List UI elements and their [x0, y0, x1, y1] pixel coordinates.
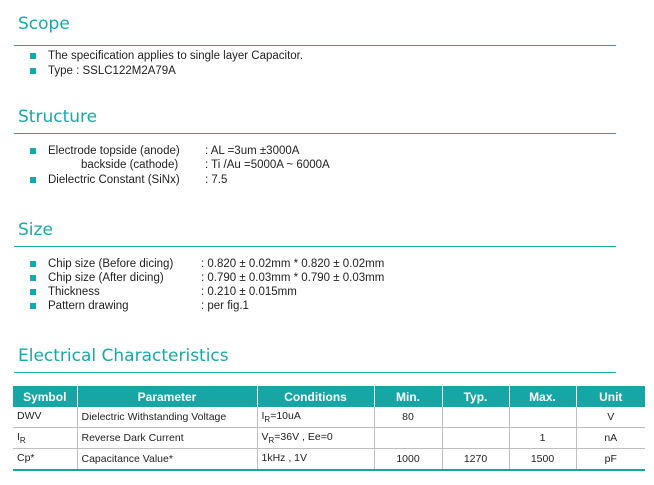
- unit-cell: pF: [576, 449, 645, 471]
- column-header: Conditions: [257, 386, 374, 407]
- bullet-icon: [30, 289, 36, 295]
- electrical-divider: [14, 372, 616, 373]
- size-value: : 0.210 ± 0.015mm: [201, 286, 297, 298]
- structure-value: : Ti /Au =5000A ~ 6000A: [205, 159, 330, 171]
- column-header: Max.: [509, 386, 576, 407]
- column-header: Typ.: [442, 386, 509, 407]
- unit-cell: nA: [576, 428, 645, 449]
- table-row: [13, 428, 645, 449]
- conditions-cell: $V_R=36V$ , Ee=0: [257, 428, 374, 449]
- structure-label: Dielectric Constant (SiNx): [48, 174, 180, 186]
- typ-cell: [442, 428, 509, 449]
- symbol-cell: DWV: [13, 407, 77, 428]
- table-row: [13, 407, 645, 428]
- column-header: Unit: [576, 386, 645, 407]
- size-value: : per fig.1: [201, 300, 249, 312]
- bullet-icon: [30, 148, 36, 154]
- structure-label: Electrode topside (anode): [48, 145, 180, 157]
- max-cell: [509, 407, 576, 428]
- min-cell: 80: [374, 407, 442, 428]
- column-header: Symbol: [13, 386, 77, 407]
- structure-divider: [14, 133, 616, 134]
- table-row: [13, 449, 645, 471]
- column-header: Parameter: [77, 386, 257, 407]
- bullet-icon: [30, 177, 36, 183]
- scope-item: Type : SSLC122M2A79A: [48, 65, 176, 77]
- scope-heading: Scope: [18, 14, 70, 34]
- min-cell: [374, 428, 442, 449]
- bullet-icon: [30, 53, 36, 59]
- structure-heading: Structure: [18, 107, 98, 127]
- scope-item: The specification applies to single layer Capacitor.: [48, 50, 304, 62]
- symbol-cell: Cp*: [13, 449, 77, 471]
- min-cell: 1000: [374, 449, 442, 471]
- bullet-icon: [30, 261, 36, 267]
- symbol-cell: $I_R$: [13, 428, 77, 449]
- size-label: Thickness: [48, 286, 100, 298]
- conditions-cell: $I_R=10uA$: [257, 407, 374, 428]
- size-value: : 0.820 ± 0.02mm * 0.820 ± 0.02mm: [201, 258, 385, 270]
- structure-value: : 7.5: [205, 174, 228, 186]
- table-header-row: [13, 386, 645, 407]
- size-label: Chip size (Before dicing): [48, 258, 174, 270]
- size-heading: Size: [18, 220, 53, 240]
- unit-cell: V: [576, 407, 645, 428]
- electrical-heading: Electrical Characteristics: [18, 346, 229, 366]
- bullet-icon: [30, 303, 36, 309]
- size-value: : 0.790 ± 0.03mm * 0.790 ± 0.03mm: [201, 272, 385, 284]
- bullet-icon: [30, 275, 36, 281]
- structure-value: : AL =3um ±3000A: [205, 145, 300, 157]
- max-cell: 1: [509, 428, 576, 449]
- typ-cell: [442, 407, 509, 428]
- electrical-table: [13, 386, 645, 471]
- size-label: Pattern drawing: [48, 300, 129, 312]
- max-cell: 1500: [509, 449, 576, 471]
- bullet-icon: [30, 68, 36, 74]
- parameter-cell: Dielectric Withstanding Voltage: [77, 407, 257, 428]
- parameter-cell: Reverse Dark Current: [77, 428, 257, 449]
- size-divider: [14, 246, 616, 247]
- conditions-cell: 1kHz , 1V: [257, 449, 374, 471]
- scope-divider: [14, 45, 616, 46]
- parameter-cell: Capacitance Value*: [77, 449, 257, 471]
- structure-label: backside (cathode): [81, 159, 179, 171]
- typ-cell: 1270: [442, 449, 509, 471]
- size-label: Chip size (After dicing): [48, 272, 164, 284]
- column-header: Min.: [374, 386, 442, 407]
